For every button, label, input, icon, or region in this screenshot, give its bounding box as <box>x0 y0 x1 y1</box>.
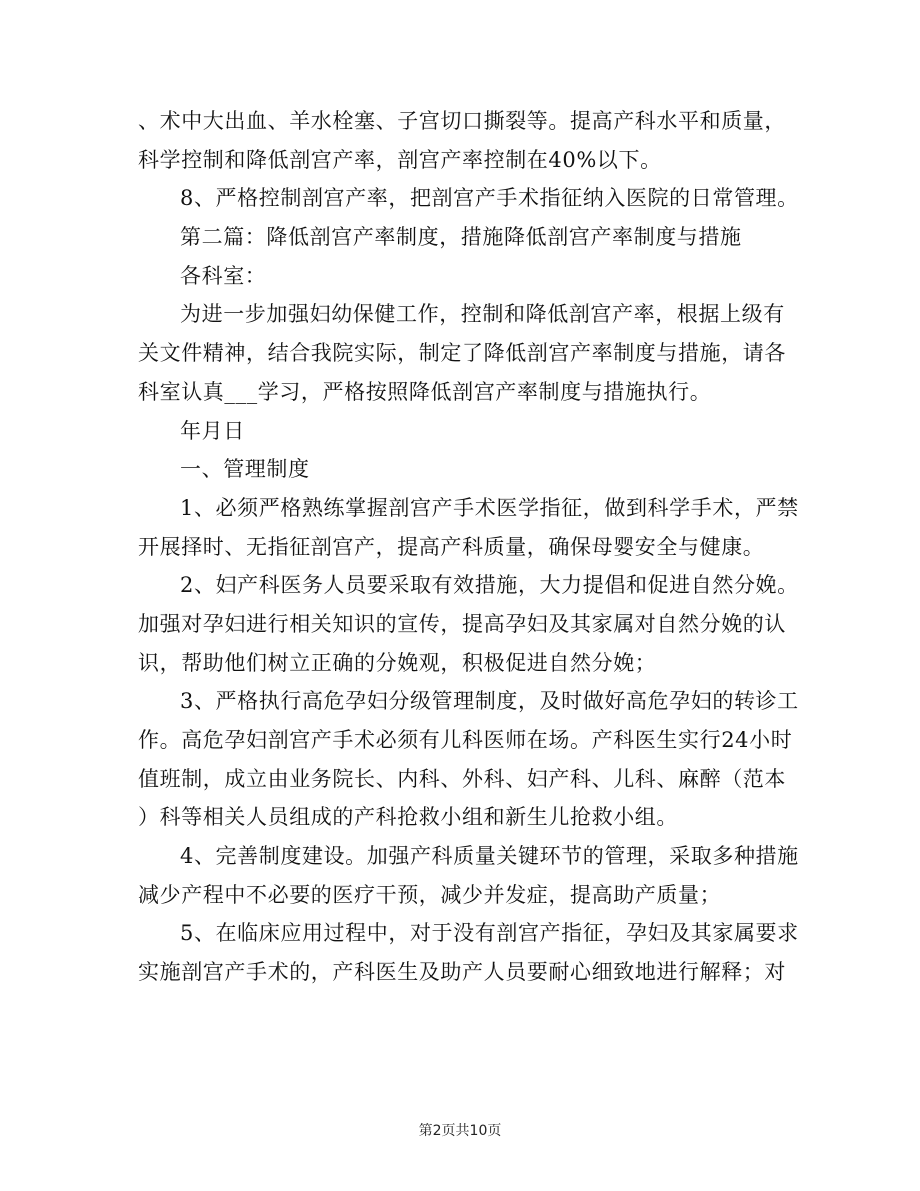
text-line: 1、必须严格熟练掌握剖宫产手术医学指征，做到科学手术，严禁 <box>180 495 799 520</box>
text-line: 加强对孕妇进行相关知识的宣传，提高孕妇及其家属对自然分娩的认 <box>138 611 786 636</box>
text-line: ）科等相关人员组成的产科抢救小组和新生儿抢救小组。 <box>138 805 678 830</box>
text-line: 为进一步加强妇幼保健工作，控制和降低剖宫产率，根据上级有 <box>180 302 785 327</box>
text-line: 2、妇产科医务人员要采取有效措施，大力提倡和促进自然分娩。 <box>180 573 799 598</box>
section-heading: 第二篇：降低剖宫产率制度，措施降低剖宫产率制度与措施 <box>180 225 742 250</box>
text-line: 4、完善制度建设。加强产科质量关键环节的管理，采取多种措施 <box>180 844 799 869</box>
page-number: 第2页共10页 <box>418 1123 502 1139</box>
text-line: 识，帮助他们树立正确的分娩观，积极促进自然分娩； <box>138 650 657 675</box>
text-line: 科学控制和降低剖宫产率，剖宫产率控制在40%以下。 <box>138 147 662 172</box>
text-line: 开展择时、无指征剖宫产，提高产科质量，确保母婴安全与健康。 <box>138 534 765 559</box>
text-line: 科室认真___学习，严格按照降低剖宫产率制度与措施执行。 <box>138 379 712 404</box>
text-line: 作。高危孕妇剖宫产手术必须有儿科医师在场。产科医生实行24小时 <box>138 728 793 752</box>
document-body <box>138 102 799 992</box>
text-line: 3、严格执行高危孕妇分级管理制度，及时做好高危孕妇的转诊工 <box>180 689 799 714</box>
text-line: 5、在临床应用过程中，对于没有剖宫产指征，孕妇及其家属要求 <box>180 921 799 946</box>
text-line: 、术中大出血、羊水栓塞、子宫切口撕裂等。提高产科水平和质量， <box>138 109 786 133</box>
section-heading: 一、管理制度 <box>180 457 310 482</box>
text-line: 各科室： <box>180 263 267 288</box>
text-line: 8、严格控制剖宫产率，把剖宫产手术指征纳入医院的日常管理。 <box>180 186 799 211</box>
text-line: 减少产程中不必要的医疗干预，减少并发症，提高助产质量； <box>138 882 722 907</box>
text-line: 值班制，成立由业务院长、内科、外科、妇产科、儿科、麻醉（范本 <box>138 766 786 791</box>
date-line: 年月日 <box>180 418 245 443</box>
text-line: 关文件精神，结合我院实际，制定了降低剖宫产率制度与措施，请各 <box>138 341 786 366</box>
text-line: 实施剖宫产手术的，产科医生及助产人员要耐心细致地进行解释；对 <box>138 960 786 985</box>
